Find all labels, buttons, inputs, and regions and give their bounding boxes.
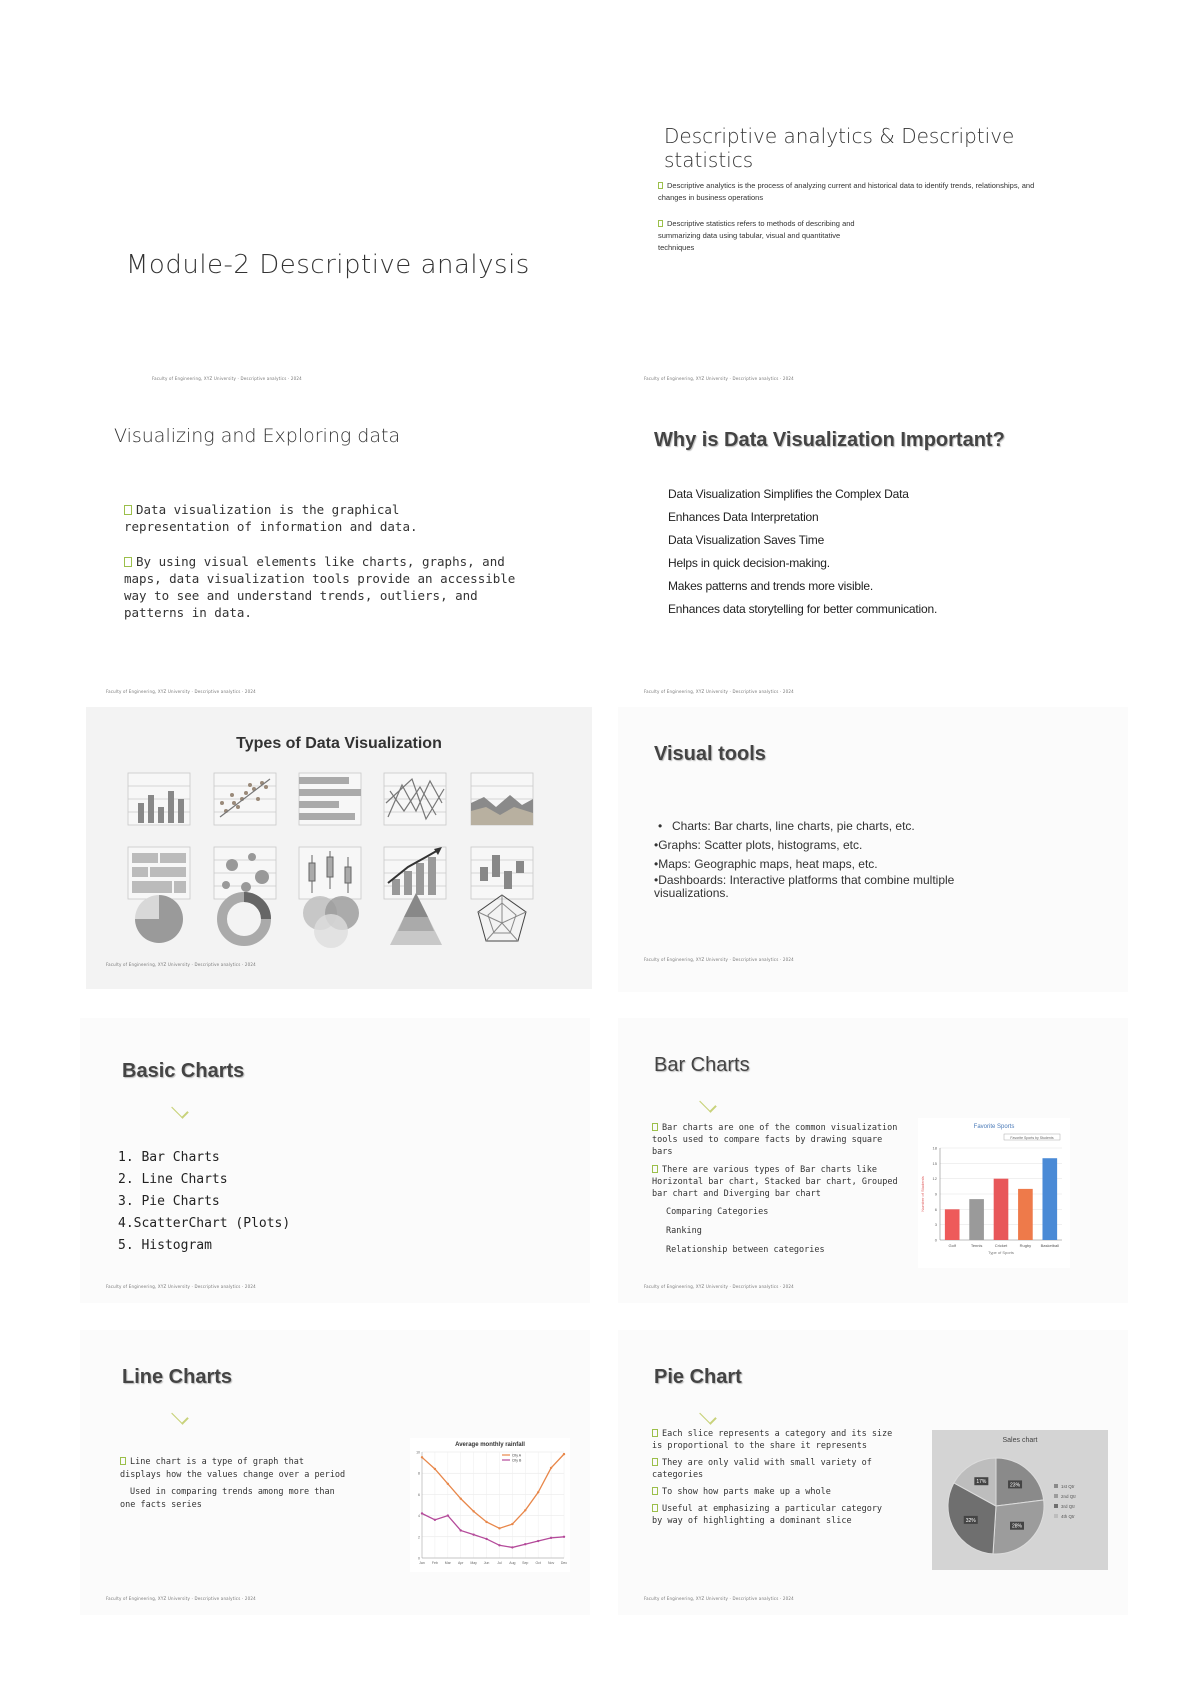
series-line	[422, 1513, 564, 1547]
bullet-icon	[124, 505, 132, 515]
y-tick-label: 9	[934, 1191, 937, 1197]
sub-item: Ranking	[666, 1226, 702, 1236]
slide-footer: Faculty of Engineering, XYZ University · Descriptive analytics · 2024	[106, 689, 256, 694]
slide-title: Why is Data Visualization Important?	[654, 429, 1005, 451]
y-tick-label: 18	[932, 1145, 937, 1151]
legend-swatch	[1054, 1494, 1058, 1498]
x-tick-label: Nov	[547, 1561, 555, 1565]
slide-footer: Faculty of Engineering, XYZ University · Descriptive analytics · 2024	[106, 1596, 256, 1601]
legend-label: City A	[512, 1453, 522, 1458]
data-point	[511, 1546, 513, 1548]
data-point	[460, 1497, 462, 1499]
data-point	[447, 1514, 449, 1516]
data-point	[498, 1527, 500, 1529]
data-point	[511, 1523, 513, 1525]
bullet-icon	[652, 1487, 658, 1495]
data-point	[421, 1456, 423, 1458]
slide-footer: Faculty of Engineering, XYZ University · Descriptive analytics · 2024	[644, 1596, 794, 1601]
paragraph-2: Descriptive statistics refers to methods of describing and summarizing data using tabular, visual and quantitative techniques	[658, 219, 855, 252]
chevron-down-icon	[171, 1407, 189, 1425]
bar-chart	[918, 1118, 1070, 1268]
legend-label: City B	[512, 1458, 522, 1463]
reason-list	[668, 487, 1068, 625]
bullet-2: Used in comparing trends among more than one facts series	[120, 1487, 335, 1510]
list-item: 4.ScatterChart (Plots)	[118, 1216, 291, 1231]
y-tick-label: 6	[418, 1492, 420, 1497]
x-tick-label: Sep	[522, 1561, 529, 1565]
slide-footer: Faculty of Engineering, XYZ University · Descriptive analytics · 2024	[644, 957, 794, 962]
list-item: Helps in quick decision-making.	[668, 556, 830, 570]
data-point	[498, 1544, 500, 1546]
visualization-icons-grid	[86, 707, 592, 989]
bullet-icon	[652, 1458, 658, 1466]
y-tick-label: 15	[932, 1160, 937, 1166]
bullet-icon	[124, 557, 132, 567]
legend-label: 1st Qtr	[1061, 1484, 1075, 1489]
list-item: Enhances data storytelling for better communication.	[668, 602, 938, 616]
legend-swatch	[1054, 1504, 1058, 1508]
y-tick-label: 3	[934, 1222, 937, 1228]
chart-title: Sales chart	[1002, 1437, 1038, 1444]
x-tick-label: Dec	[560, 1561, 568, 1565]
bullet-2: They are only valid with small variety of categories	[652, 1458, 872, 1480]
y-axis-label: Number of Students	[920, 1176, 925, 1212]
data-point	[563, 1453, 565, 1455]
bullet-dot: •	[658, 819, 663, 833]
data-point	[550, 1537, 552, 1539]
x-tick-label: Cricket	[994, 1243, 1008, 1248]
bar	[1018, 1189, 1033, 1240]
bullet-icon	[658, 182, 663, 189]
y-tick-label: 0	[934, 1237, 937, 1243]
slide-title: Descriptive analytics & Descriptive statistics	[664, 124, 1015, 172]
slide-footer: Faculty of Engineering, XYZ University · Descriptive analytics · 2024	[106, 1284, 256, 1289]
bullet-icon	[652, 1123, 658, 1131]
legend-label: 2nd Qtr	[1061, 1494, 1077, 1499]
legend-swatch	[1054, 1484, 1058, 1488]
bullet-2: There are various types of Bar charts like Horizontal bar chart, Stacked bar chart, Grouped bar chart and Diverging bar chart	[652, 1165, 898, 1199]
bullet-3: To show how parts make up a whole	[652, 1486, 896, 1498]
bullet-1: Bar charts are one of the common visualization tools used to compare facts by drawing square bars	[652, 1123, 898, 1157]
list-item: Enhances Data Interpretation	[668, 510, 819, 524]
bar	[969, 1199, 984, 1240]
data-point	[524, 1509, 526, 1511]
slide-descriptive-analytics	[618, 100, 1128, 385]
slide-module-title	[80, 100, 590, 385]
data-point	[485, 1521, 487, 1523]
data-point	[434, 1468, 436, 1470]
data-point	[537, 1491, 539, 1493]
chevron-down-icon	[171, 1101, 189, 1119]
line-bullets	[120, 1456, 350, 1512]
list-item: •Dashboards: Interactive platforms that combine multiple visualizations.	[654, 873, 955, 900]
data-point	[472, 1510, 474, 1512]
slide-title: Basic Charts	[122, 1060, 245, 1082]
bullet-icon	[658, 220, 663, 227]
slide-pie-chart	[618, 1330, 1128, 1615]
pie-chart	[932, 1430, 1108, 1570]
x-tick-label: Jun	[483, 1561, 490, 1565]
slide-footer: Faculty of Engineering, XYZ University · Descriptive analytics · 2024	[644, 1284, 794, 1289]
x-tick-label: Oct	[535, 1561, 541, 1565]
slide-title: Pie Chart	[654, 1366, 742, 1388]
line-chart	[410, 1438, 570, 1572]
sub-item: Relationship between categories	[666, 1245, 825, 1255]
x-tick-label: Rugby	[1019, 1243, 1032, 1248]
chart-title: Average monthly rainfall	[455, 1442, 525, 1448]
legend-label: 3rd Qtr	[1061, 1504, 1076, 1509]
data-point	[524, 1543, 526, 1545]
list-item: Data Visualization Simplifies the Complex Data	[668, 487, 909, 501]
data-point	[434, 1519, 436, 1521]
bar-bullets	[652, 1122, 900, 1263]
x-tick-label: Feb	[431, 1561, 438, 1565]
x-axis-label: Type of Sports	[988, 1250, 1014, 1255]
x-tick-label: Aug	[509, 1561, 516, 1565]
list-item: • Charts: Bar charts, line charts, pie charts, etc.	[654, 817, 1014, 836]
bar	[994, 1179, 1009, 1240]
bar	[945, 1209, 960, 1240]
legend-swatch	[1054, 1514, 1058, 1518]
slide-footer: Faculty of Engineering, XYZ University · Descriptive analytics · 2024	[152, 376, 302, 381]
data-point	[447, 1483, 449, 1485]
slide-title: Bar Charts	[654, 1054, 750, 1076]
slide-title: Visualizing and Exploring data	[114, 425, 401, 447]
x-tick-label: Jul	[497, 1561, 502, 1565]
data-label: 17%	[976, 1479, 987, 1486]
y-tick-label: 8	[418, 1471, 420, 1476]
data-point	[472, 1533, 474, 1535]
slide-visual-tools	[618, 707, 1128, 992]
tools-list	[654, 817, 1014, 900]
chevron-down-icon	[699, 1095, 717, 1113]
paragraph-1: Descriptive analytics is the process of analyzing current and historical data to identify trends, relationships, and changes in business operations	[658, 181, 1035, 202]
list-item: Makes patterns and trends more visible.	[668, 579, 873, 593]
data-point	[485, 1538, 487, 1540]
data-point	[537, 1540, 539, 1542]
slide-title: Types of Data Visualization	[236, 735, 442, 752]
bullet-2: By using visual elements like charts, graphs, and maps, data visualization tools provide an accessible way to see and understand trends, outliers, and patterns in data.	[124, 554, 516, 620]
bullet-icon	[120, 1487, 126, 1495]
bullet-1: Each slice represents a category and its size is proportional to the share it represents	[652, 1429, 893, 1451]
data-point	[563, 1536, 565, 1538]
list-item: 3. Pie Charts	[118, 1194, 220, 1209]
slide-footer: Faculty of Engineering, XYZ University · Descriptive analytics · 2024	[106, 962, 256, 967]
bullet-icon	[652, 1429, 658, 1437]
data-point	[550, 1467, 552, 1469]
charts-list	[118, 1150, 290, 1260]
legend-label: 4th Qtr	[1061, 1514, 1075, 1519]
slide-footer: Faculty of Engineering, XYZ University · Descriptive analytics · 2024	[644, 376, 794, 381]
bullet-icon	[120, 1457, 126, 1465]
list-item: 1. Bar Charts	[118, 1150, 220, 1165]
bullet-icon	[652, 1504, 658, 1512]
x-tick-label: May	[470, 1561, 477, 1565]
x-tick-label: Jan	[419, 1561, 425, 1565]
x-tick-label: Tennis	[970, 1243, 983, 1248]
list-item: 2. Line Charts	[118, 1172, 228, 1187]
slide-title: Line Charts	[122, 1366, 233, 1388]
slide-title: Module-2 Descriptive analysis	[126, 250, 530, 280]
y-tick-label: 6	[934, 1206, 937, 1212]
x-tick-label: Mar	[444, 1561, 451, 1565]
bar	[1042, 1158, 1057, 1240]
y-tick-label: 2	[418, 1535, 420, 1540]
bullet-1: Data visualization is the graphical representation of information and data.	[124, 502, 418, 534]
bullet-1: Line chart is a type of graph that displays how the values change over a period	[120, 1457, 346, 1480]
pie-bullets	[652, 1428, 896, 1527]
y-tick-label: 12	[932, 1176, 937, 1182]
slide-footer: Faculty of Engineering, XYZ University · Descriptive analytics · 2024	[644, 689, 794, 694]
data-point	[421, 1512, 423, 1514]
x-tick-label: Apr	[458, 1561, 464, 1565]
x-tick-label: Golf	[948, 1243, 956, 1248]
y-tick-label: 0	[418, 1556, 420, 1561]
slide-why-visualization	[618, 413, 1128, 698]
chart-title: Favorite Sports	[973, 1124, 1015, 1130]
slide-line-charts	[80, 1330, 590, 1615]
list-item: •Maps: Geographic maps, heat maps, etc.	[654, 857, 878, 871]
data-point	[460, 1529, 462, 1531]
slide-title: Visual tools	[654, 743, 766, 765]
data-label: 23%	[1010, 1482, 1021, 1489]
x-tick-label: Basketball	[1040, 1243, 1060, 1248]
y-tick-label: 4	[418, 1514, 420, 1519]
list-item: 5. Histogram	[118, 1238, 212, 1253]
bullet-4: Useful at emphasizing a particular category by way of highlighting a dominant slice	[652, 1504, 883, 1526]
slide-bar-charts	[618, 1018, 1128, 1303]
data-label: 32%	[965, 1517, 976, 1524]
slide-types-visualization	[86, 707, 592, 989]
slide-visualizing-exploring	[80, 413, 590, 698]
chevron-down-icon	[699, 1407, 717, 1425]
list-item: Data Visualization Saves Time	[668, 533, 825, 547]
list-item: •Graphs: Scatter plots, histograms, etc.	[654, 838, 863, 852]
bullet-icon	[652, 1165, 658, 1173]
legend-label: Favorite Sports by Students	[1010, 1136, 1054, 1140]
data-label: 28%	[1011, 1523, 1023, 1530]
y-tick-label: 10	[416, 1450, 420, 1455]
slide-basic-charts	[80, 1018, 590, 1303]
sub-item: Comparing Categories	[666, 1207, 769, 1217]
